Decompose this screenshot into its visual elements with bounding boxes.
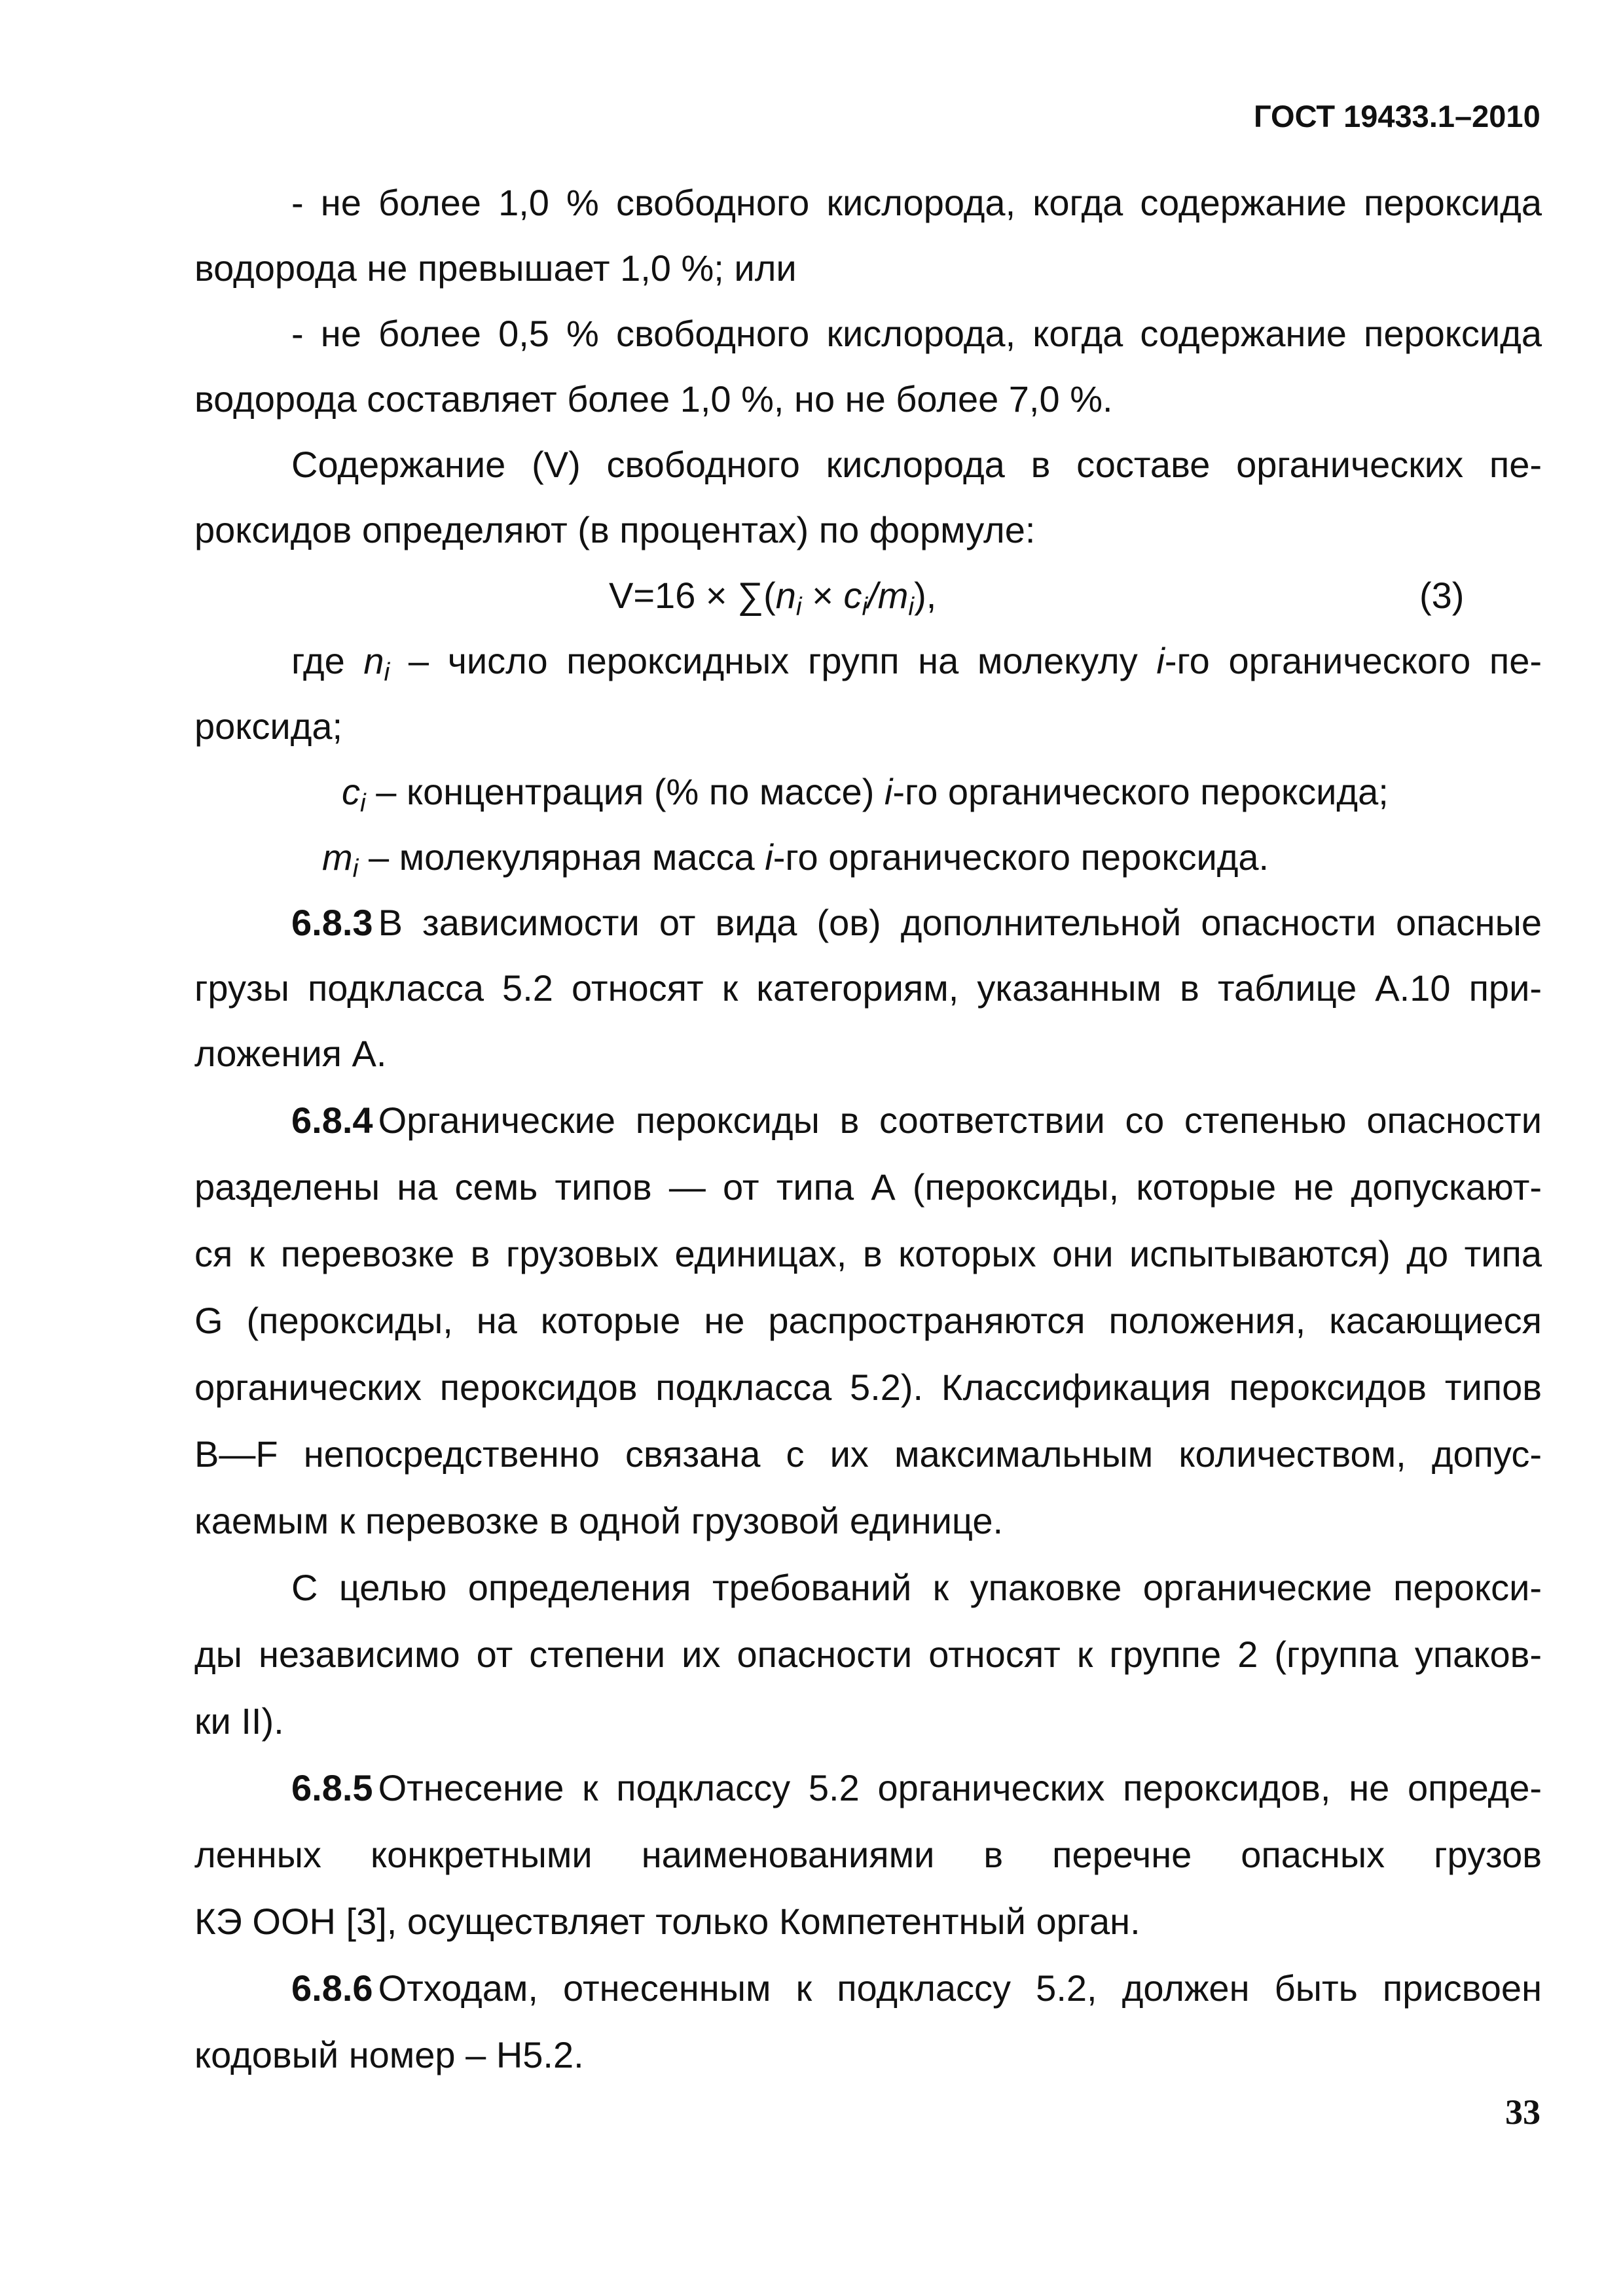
section-number: 6.8.6 — [291, 1967, 373, 2009]
section-6-8-4: 6.8.4 Органические пероксиды в соответствии со степенью опасности — [291, 1100, 1542, 1141]
text-line: КЭ ООН [3], осуществляет только Компетентный орган. — [194, 1901, 1140, 1942]
text-line: ды независимо от степени их опасности относят к группе 2 (группа упаков- — [194, 1634, 1542, 1675]
text-line: ся к перевозке в грузовых единицах, в которых они испытываются) до типа — [194, 1233, 1542, 1274]
section-number: 6.8.4 — [291, 1100, 373, 1141]
text-line: грузы подкласса 5.2 относят к категориям, указанным в таблице А.10 при- — [194, 967, 1542, 1009]
text-line: - не более 0,5 % свободного кислорода, когда содержание пероксида — [291, 313, 1542, 354]
section-6-8-5: 6.8.5 Отнесение к подклассу 5.2 органических пероксидов, не опреде- — [291, 1767, 1542, 1808]
section-number: 6.8.5 — [291, 1767, 373, 1808]
formula-number: (3) — [1419, 575, 1465, 616]
text-line: разделены на семь типов — от типа А (пероксиды, которые не допускают- — [194, 1166, 1542, 1208]
definition-line: где $n_i$ – число пероксидных групп на молекулу i-го органического пе- — [291, 640, 1542, 687]
text-line: роксида; — [194, 706, 343, 747]
text-line: ки II). — [194, 1700, 284, 1742]
definition-line: $c_i$ – концентрация (% по массе) i-го органического пероксида; — [342, 771, 1389, 817]
page-number: 33 — [1505, 2092, 1541, 2132]
document-code-header: ГОСТ 19433.1–2010 — [1254, 99, 1541, 134]
text-line: ленных конкретными наименованиями в перечне опасных грузов — [194, 1834, 1542, 1875]
text-line: каемым к перевозке в одной грузовой единице. — [194, 1500, 1004, 1541]
definition-line: $m_i$ – молекулярная масса i-го органического пероксида. — [322, 836, 1269, 883]
text-line: водорода не превышает 1,0 %; или — [194, 247, 797, 289]
text-line: органических пероксидов подкласса 5.2). Классификация пероксидов типов — [194, 1367, 1542, 1408]
text-line: G (пероксиды, на которые не распространяются положения, касающиеся — [194, 1300, 1542, 1341]
text-line: B—F непосредственно связана с их максимальным количеством, допус- — [194, 1433, 1542, 1475]
text-line: С целью определения требований к упаковке органические перокси- — [291, 1567, 1542, 1608]
text-line: кодовый номер – Н5.2. — [194, 2034, 584, 2075]
text-line: Содержание (V) свободного кислорода в составе органических пе- — [291, 444, 1542, 485]
section-6-8-3: 6.8.3 В зависимости от вида (ов) дополнительной опасности опасные — [291, 902, 1542, 943]
text-line: роксидов определяют (в процентах) по формуле: — [194, 509, 1036, 550]
section-number: 6.8.3 — [291, 902, 373, 943]
formula-3: $V=16 \times \sum(n_i \times c_i/m_i)$, — [609, 575, 937, 621]
text-line: - не более 1,0 % свободного кислорода, когда содержание пероксида — [291, 182, 1542, 223]
text-line: водорода составляет более 1,0 %, но не более 7,0 %. — [194, 378, 1113, 420]
text-line: ложения А. — [194, 1033, 387, 1074]
section-6-8-6: 6.8.6 Отходам, отнесенным к подклассу 5.2, должен быть присвоен — [291, 1967, 1542, 2009]
